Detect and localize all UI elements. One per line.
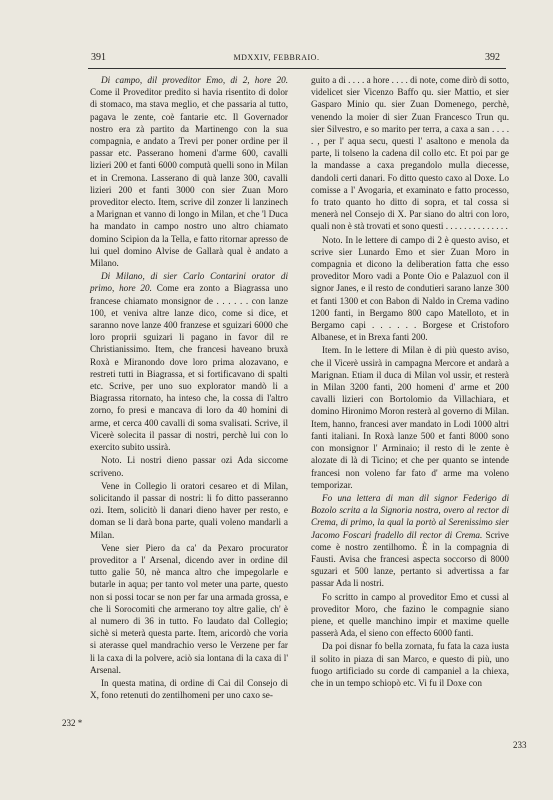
margin-note-right: 233 [513, 740, 527, 750]
paragraph [311, 344, 509, 490]
paragraph [311, 591, 509, 640]
paragraph [311, 492, 509, 590]
paragraph [90, 542, 288, 676]
header-rule [88, 68, 506, 69]
paragraph-text: Vene sier Piero da ca' da Pexaro procurator proveditor a l' Arsenal, dicendo aver in ordine dil tutto galie 50, nè manca altro che impegolarle e butarle in aqua; per tanto vol meter una parte, questo non si possi tocar se non per far una armada grossa, e che li Sorocomiti che armerano toy altre galie, ch' è al numero di 36 in tutto. Fo laudato dal Collegio; sichè si meterà questa parte. Item, aricordò che voria si aterasse quel mandrachio verso le Verzene per far li la caxa di la polvere, aciò sia lontana di la caxa di l' Arsenal. [90, 542, 288, 675]
paragraph-text: Item. In le lettere di Milan è di più questo aviso, che il Vicerè ussirà in campagna Mercore et andarà a Marignan. Etiam il duca di Milan vol ussir, et resterà in Milan 3200 fanti, 200 homeni d' arme et 200 cavalli lizieri con Bortolomio da Villachiara, et domino Hironimo Moron resterà al governo di Milan. Item, hanno, francesi aver mandato in Lodi 1000 altri fanti italiani. In Roxà lanze 500 et fanti 8000 sono con monsignor l' Arminaio; il resto di le zente è alozate di là di Ticino; et che per quanto se intende francesi non voleno far fato d' arme ma voleno temporizar. [311, 345, 509, 490]
paragraph-text: Da poi disnar fo bella zornata, fu fata la caza iusta il solito in piaza di san Marco, e questo di più, uno fuogo artificiado su corde di campaniel a la chiexa, che in un tempo schiopò etc. Vi fu il Doxe con [311, 641, 509, 688]
paragraph [311, 74, 509, 233]
paragraph [90, 74, 288, 269]
margin-note-left: 232 * [62, 718, 83, 728]
paragraph-text: Scrive come è nostro zentilhomo. È in la compagnia di Fausti. Avisa che francesi aspecta soccorso di 8000 sguzari et 500 lanze, pertanto si advertissa a far passar Ada li nostri. [311, 529, 509, 589]
paragraph [311, 234, 509, 344]
paragraph-lead: Di Milano, di sier Carlo Contarini orator di primo, hore 20. [90, 271, 288, 294]
page-number-right: 392 [485, 52, 500, 63]
paragraph-text: In questa matina, di ordine di Cai dil Consejo di X, fono retenuti do zentilhomeni per uno caxo se- [90, 677, 288, 701]
left-column [90, 74, 288, 701]
paragraph-lead: Fo una lettera di man dil signor Federigo di Bozolo scrita a la Signoria nostra, overo al rector di Crema, di primo, la qual la portò al Serenissimo sier Jacomo Foscari fradello dil rector di Crema. [311, 492, 509, 540]
paragraph-text: Noto. In le lettere di campo di 2 è questo aviso, et scrive sier Lunardo Emo et sier Zuan Moro in compagnia et dicono la deliberation fatta che esso proveditor Moro vadi a Ponte Oio e Palazuol con il signor Janes, e il resto de condutieri sarano lanze 300 et fanti 1300 et con Babon di Naldo in Crema vadino 1200 fanti, in Bergamo 800 capo Matelloto, et in Bergamo capi . . . . . . Borgese et Cristoforo Albanese, et in Brexa fanti 200. [311, 234, 509, 343]
right-column [311, 74, 509, 689]
paragraph-text: guito a di . . . . a hore . . . . di note, come dirò di sotto, videlicet sier Vicenzo Baffo qu. sier Mattio, et sier Gasparo Minio qu. sier Zuan Domenego, perchè, venendo la moier di sier Zuan Francesco Trun qu. sier Silvestro, e so marito per terra, a caxa a san . . . . . , per l' aqua secu, questi l' asaltono e menola da parte, li tolseno la cadena dil collo etc. Et poi par ge la mandasse a caxa pregandolo mulla diecesse, dandoli certi danari. Fo ditto questo caxo al Doxe. Lo comisse a l' Avogaria, et examinato e fatto processo, fo trato quanto ho ditto di sopra, et tal cossa si menerà nel Consejo di X. Par siano do altri con loro, quali non è stà trovati et sono questi . . . . . . . . . . . . . . [311, 75, 509, 232]
paragraph [90, 270, 288, 453]
paragraph [311, 640, 509, 689]
running-title: MDXXIV, FEBBRAIO. [233, 53, 320, 62]
paragraph [90, 480, 288, 541]
paragraph-text: Vene in Collegio li oratori cesareo et di Milan, solicitando il passar di nostri: li fo ditto passeranno ozi. Item, solicitò li danari dieno haver per resto, e doman se li darà bona parte, quali voleno mandarli a Milan. [90, 480, 288, 540]
page-header [0, 52, 553, 66]
paragraph-lead: Di campo, dil proveditor Emo, di 2, hore 20. [101, 75, 288, 85]
paragraph-text: Noto. Li nostri dieno passar ozi Ada siccome scriveno. [90, 455, 288, 478]
paragraph-text: Come il Proveditor predito si havia risentito di dolor di stomaco, ma stava meglio, et che passaria al tutto, pagava le zente, coè fantarie etc. Il Governador nostro era zà partito da Martinengo con la sua compagnia, e andato a Trevi per poner ordine per il passar etc. Passerano homeni d'arme 600, cavalli lizieri 200 et fanti 6000 computà quelli sono in Milan et in Cremona. Lasserano di quà lanze 300, cavalli lizieri 200 et fanti 3000 con sier Zuan Moro proveditor electo. Item, scrive dil zonzer li lanzinech a Marignan et vanno di longo in Milan, et che 'l Duca ha mandato in campo nostro uno altro chiamato domino Scipion da la Tella, e fatto ritornar apresso de lui quel domino Alvise de Gallarà qual è andato a Milano. [90, 87, 288, 269]
page-number-left: 391 [91, 52, 106, 63]
paragraph [90, 677, 288, 701]
paragraph [90, 454, 288, 478]
paragraph-text: Fo scritto in campo al proveditor Emo et cussi al proveditor Moro, che fazino le compagnie siano piene, et quelle manchino impir et maxime quelle passerà Ada, el sieno con effecto 6000 fanti. [311, 591, 509, 639]
paragraph-text: Come era zonto a Biagrassa uno francese chiamato monsignor de . . . . . . con lanze 100, et veniva altre lanze dico, come si dice, et saranno nove lanze 400 franzese et sguizari 6000 che loro proprii sguizari li pagano in favor dil re Christianissimo. Item, che francesi haveano bruxà Roxà e Miranondo dove loro prima alozavano, e restreti tutti in Biagrassa, et si fortificavano di spalti etc. Scrive, per uno suo explorator mandò li a Biagrassa ritornato, ha inteso che, la cossa di l'altro zorno, fo presi e mancava di loro da 40 homini di arme, et cerca 400 cavalli di soma svalisati. Scrive, il Vicerè solecita il passar di nostri, perchè lui con lo exercito subito ussirà. [90, 283, 288, 453]
